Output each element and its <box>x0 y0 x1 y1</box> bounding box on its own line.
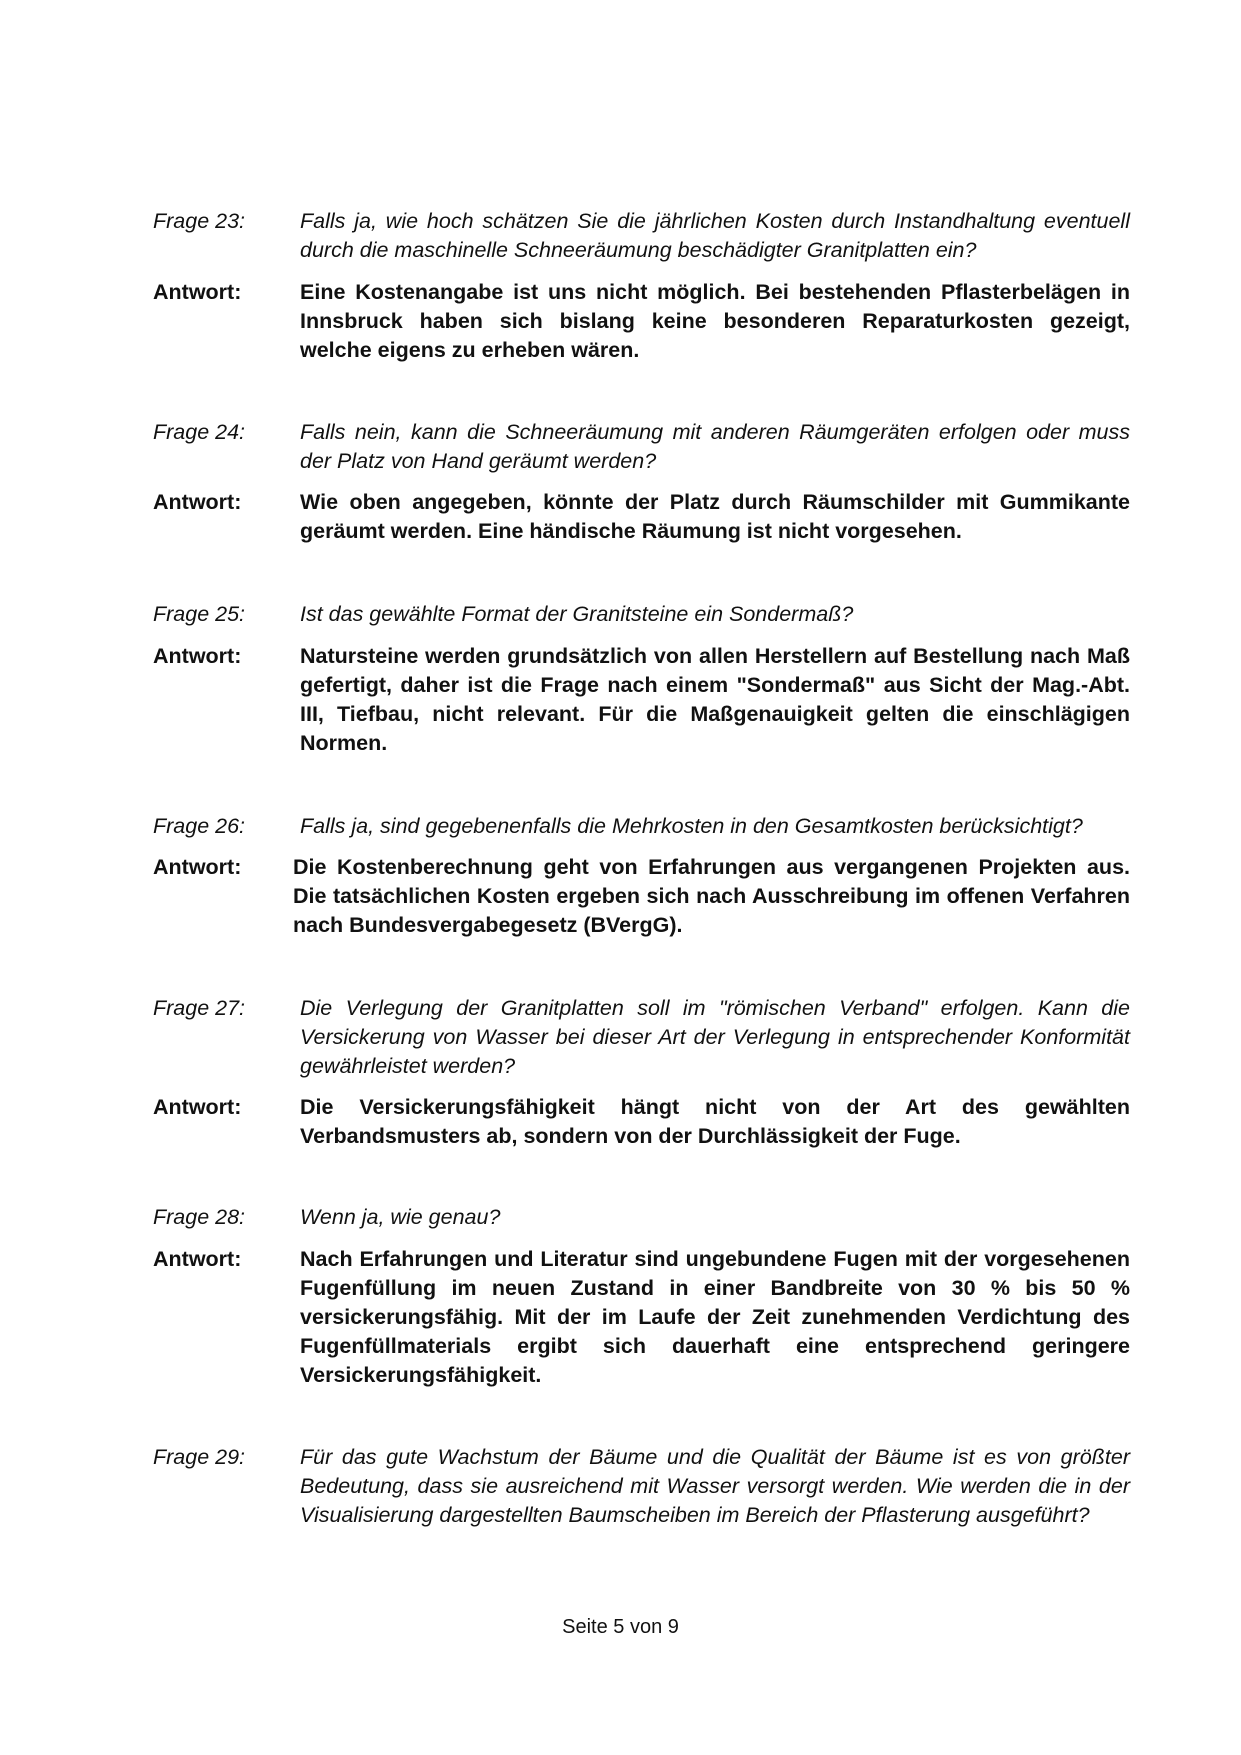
question-text: Ist das gewählte Format der Granitsteine ein Sondermaß? <box>300 602 854 626</box>
answer-label: Antwort: <box>153 855 242 879</box>
question-text: Falls nein, kann die Schneeräumung mit anderen Räumgeräten erfolgen oder muss der Platz von Hand geräumt werden? <box>300 420 1130 473</box>
question-text: Wenn ja, wie genau? <box>300 1205 501 1229</box>
question-label: Frage 28: <box>153 1205 246 1229</box>
question-text: Für das gute Wachstum der Bäume und die Qualität der Bäume ist es von größter Bedeutung, dass sie ausreichend mit Wasser versorgt werden. Wie werden die in der Visualisierung dargestellten Baumscheiben im Bereich der Pflasterung ausgeführt? <box>300 1445 1130 1527</box>
question-text: Falls ja, sind gegebenenfalls die Mehrkosten in den Gesamtkosten berücksichtigt? <box>300 814 1083 838</box>
answer-text: Die Versickerungsfähigkeit hängt nicht von der Art des gewählten Verbandsmusters ab, sondern von der Durchlässigkeit der Fuge. <box>300 1095 1130 1148</box>
answer-label: Antwort: <box>153 1247 242 1271</box>
answer-text: Nach Erfahrungen und Literatur sind ungebundene Fugen mit der vorgesehenen Fugenfüllung im neuen Zustand in einer Bandbreite von 30 % bis 50 % versickerungsfähig. Mit der im Laufe der Zeit zunehmenden Verdichtung des Fugenfüllmaterials ergibt sich dauerhaft eine entsprechend geringere Versickerungsfähigkeit. <box>300 1247 1130 1387</box>
question-text: Die Verlegung der Granitplatten soll im "römischen Verband" erfolgen. Kann die Versickerung von Wasser bei dieser Art der Verlegung in entsprechender Konformität gewährleistet werden? <box>300 996 1130 1078</box>
answer-text: Eine Kostenangabe ist uns nicht möglich. Bei bestehenden Pflasterbelägen in Innsbruck haben sich bislang keine besonderen Reparaturkosten gezeigt, welche eigens zu erheben wären. <box>300 280 1130 362</box>
question-label: Frage 29: <box>153 1445 246 1469</box>
question-label: Frage 27: <box>153 996 246 1020</box>
question-label: Frage 24: <box>153 420 246 444</box>
answer-text: Natursteine werden grundsätzlich von allen Herstellern auf Bestellung nach Maß gefertigt, daher ist die Frage nach einem "Sondermaß" aus Sicht der Mag.-Abt. III, Tiefbau, nicht relevant. Für die Maßgenauigkeit gelten die einschlägigen Normen. <box>300 644 1130 755</box>
question-text: Falls ja, wie hoch schätzen Sie die jährlichen Kosten durch Instandhaltung eventuell durch die maschinelle Schneeräumung beschädigter Granitplatten ein? <box>300 209 1130 262</box>
answer-label: Antwort: <box>153 490 242 514</box>
answer-label: Antwort: <box>153 280 242 304</box>
answer-text: Die Kostenberechnung geht von Erfahrungen aus vergangenen Projekten aus. Die tatsächlichen Kosten ergeben sich nach Ausschreibung im offenen Verfahren nach Bundesvergabegesetz (BVergG). <box>293 855 1130 937</box>
question-label: Frage 23: <box>153 209 246 233</box>
page-number: Seite 5 von 9 <box>562 1616 679 1638</box>
answer-label: Antwort: <box>153 1095 242 1119</box>
answer-text: Wie oben angegeben, könnte der Platz durch Räumschilder mit Gummikante geräumt werden. Eine händische Räumung ist nicht vorgesehen. <box>300 490 1130 543</box>
question-label: Frage 26: <box>153 814 246 838</box>
answer-label: Antwort: <box>153 644 242 668</box>
question-label: Frage 25: <box>153 602 246 626</box>
